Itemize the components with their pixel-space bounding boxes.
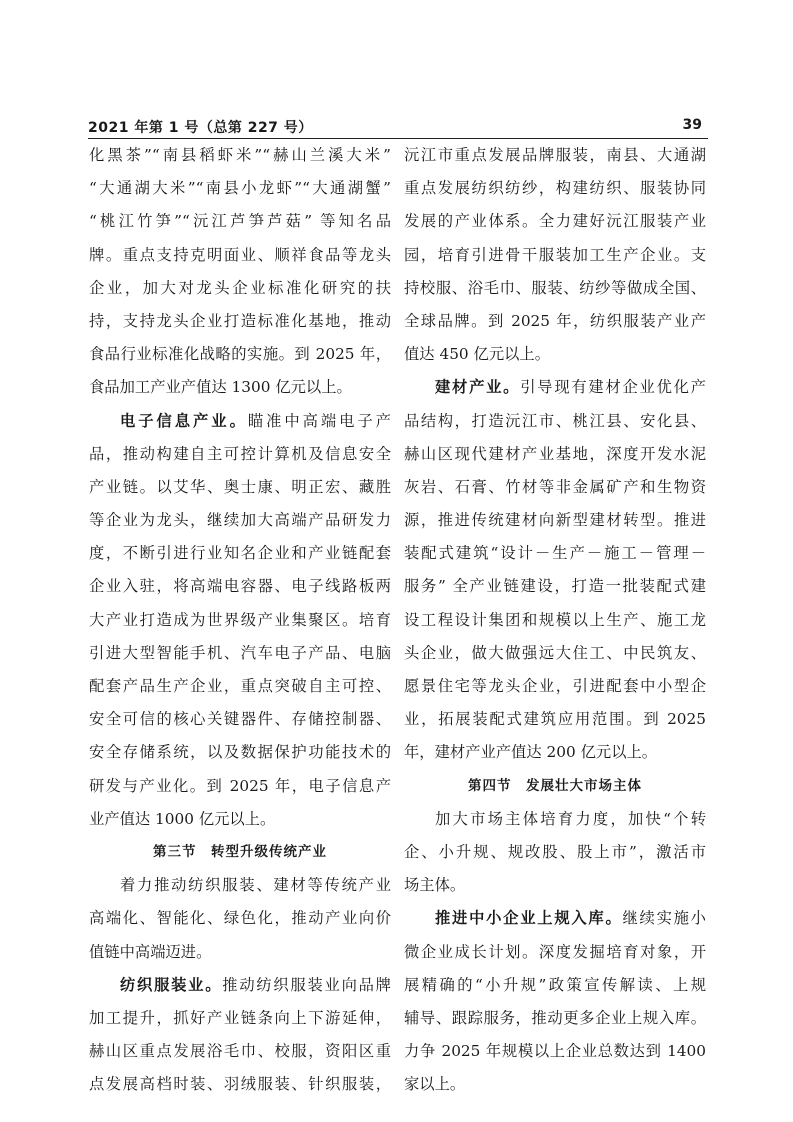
line-text: 企、小升规、规改股、股上市”，激活市	[404, 842, 706, 861]
page-number: 39	[682, 117, 702, 133]
text-line	[89, 405, 391, 438]
text-line	[404, 604, 706, 637]
line-text: 配套产品生产企业，重点突破自主可控、	[89, 677, 391, 695]
text-line	[89, 305, 391, 338]
text-line	[89, 902, 391, 935]
line-text: 产业链。以艾华、奥士康、明正宏、藏胜	[89, 477, 391, 496]
text-line	[404, 239, 706, 272]
text-line	[404, 969, 706, 1002]
text-line	[404, 570, 706, 603]
line-text: “桃江竹笋”“沅江芦笋芦菇” 等知名品	[89, 212, 391, 231]
line-text: 发展的产业体系。全力建好沅江服装产业	[404, 212, 706, 231]
text-line	[404, 405, 706, 438]
text-line	[404, 438, 706, 471]
section-heading	[89, 836, 391, 869]
text-line	[89, 637, 391, 670]
text-line	[89, 936, 391, 969]
line-text: 引导现有建材企业优化产	[520, 378, 706, 397]
text-line	[404, 139, 706, 172]
text-line	[89, 172, 391, 205]
line-text: 大产业打造成为世界级产业集聚区。培育	[89, 610, 391, 629]
line-text: 重点发展纺织纺纱，构建纺织、服装协同	[404, 179, 706, 198]
text-line	[89, 371, 391, 404]
line-text: 第四节 发展壮大市场主体	[468, 777, 642, 794]
text-line	[404, 637, 706, 670]
line-text: 园，培育引进骨干服装加工生产企业。支	[404, 245, 706, 264]
issue-label: 2021 年第 1 号（总第 227 号）	[88, 120, 313, 136]
text-line	[89, 272, 391, 305]
text-line	[404, 504, 706, 537]
line-text: 加工提升，抓好产业链条向上下游延伸，	[89, 1008, 391, 1027]
text-line	[404, 537, 706, 570]
line-text: 点发展高档时装、羽绒服装、针织服装，	[89, 1075, 391, 1094]
text-line	[89, 670, 391, 703]
right-column	[404, 139, 706, 1101]
text-line	[404, 902, 706, 935]
line-text: “大通湖大米”“南县小龙虾”“大通湖蟹”	[89, 179, 391, 198]
text-line	[89, 770, 391, 803]
line-text: 源，推进传统建材向新型建材转型。推进	[404, 511, 706, 530]
text-line	[89, 1035, 391, 1068]
line-text: 牌。重点支持克明面业、顺祥食品等龙头	[89, 245, 391, 264]
line-text: 业，拓展装配式建筑应用范围。到 2025	[404, 710, 706, 729]
text-line	[404, 869, 706, 902]
line-text: 愿景住宅等龙头企业，引进配套中小型企	[404, 677, 706, 695]
text-line	[89, 537, 391, 570]
line-text: 度，不断引进行业知名企业和产业链配套	[89, 544, 391, 563]
paragraph-lead: 电子信息产业。	[120, 411, 248, 430]
line-text: 年，建材产业产值达 200 亿元以上。	[404, 743, 658, 762]
text-line	[89, 869, 391, 902]
line-text: 研发与产业化。到 2025 年，电子信息产	[89, 776, 391, 795]
line-text: 安全可信的核心关键器件、存储控制器、	[89, 710, 391, 729]
line-text: 沅江市重点发展品牌服装，南县、大通湖	[404, 146, 706, 164]
page-header	[88, 115, 708, 139]
line-text: 化黑茶”“南县稻虾米”“赫山兰溪大米”	[89, 146, 391, 164]
line-text: 业产值达 1000 亿元以上。	[89, 809, 276, 828]
text-line	[89, 703, 391, 736]
text-line	[404, 836, 706, 869]
line-text: 品结构，打造沅江市、桃江县、安化县、	[404, 411, 706, 430]
text-line	[89, 504, 391, 537]
line-text: 推动纺织服装业向品牌	[222, 975, 391, 994]
text-line	[404, 471, 706, 504]
text-line	[404, 1035, 706, 1068]
line-text: 企业，加大对龙头企业标准化研究的扶	[89, 278, 391, 297]
text-line	[404, 172, 706, 205]
text-line	[89, 803, 391, 836]
line-text: 食品加工产业产值达 1300 亿元以上。	[89, 378, 352, 397]
text-line	[404, 803, 706, 836]
text-line	[404, 736, 706, 769]
text-line	[404, 205, 706, 238]
line-text: 头企业，做大做强远大住工、中民筑友、	[404, 643, 706, 662]
line-text: 持校服、浴毛巾、服装、纺纱等做成全国、	[404, 278, 706, 297]
text-line	[404, 1068, 706, 1101]
line-text: 安全存储系统，以及数据保护功能技术的	[89, 743, 391, 762]
line-text: 企业入驻，将高端电容器、电子线路板两	[89, 577, 391, 596]
line-text: 持，支持龙头企业打造标准化基地，推动	[89, 311, 391, 330]
text-line	[89, 604, 391, 637]
line-text: 第三节 转型升级传统产业	[153, 843, 327, 860]
line-text: 赫山区现代建材产业基地，深度开发水泥	[404, 444, 706, 463]
line-text: 等企业为龙头，继续加大高端产品研发力	[89, 511, 391, 530]
text-line	[89, 1068, 391, 1101]
line-text: 力争 2025 年规模以上企业总数达到 1400	[404, 1042, 706, 1061]
paragraph-lead: 建材产业。	[435, 378, 521, 397]
text-line	[404, 936, 706, 969]
line-text: 场主体。	[404, 876, 466, 895]
text-line	[89, 570, 391, 603]
text-line	[89, 736, 391, 769]
line-text: 值达 450 亿元以上。	[404, 345, 551, 364]
text-line	[404, 670, 706, 703]
line-text: 微企业成长计划。深度发掘培育对象，开	[404, 942, 706, 961]
line-text: 食品行业标准化战略的实施。到 2025 年，	[89, 345, 391, 364]
text-line	[404, 305, 706, 338]
text-line	[404, 371, 706, 404]
left-column	[89, 139, 391, 1101]
section-heading	[404, 770, 706, 803]
paragraph-lead: 纺织服装业。	[120, 975, 223, 994]
line-text: 引进大型智能手机、汽车电子产品、电脑	[89, 643, 391, 662]
text-line	[404, 338, 706, 371]
text-line	[89, 471, 391, 504]
line-text: 全球品牌。到 2025 年，纺织服装产业产	[404, 311, 706, 330]
line-text: 瞄准中高端电子产	[247, 411, 391, 430]
line-text: 展精确的“小升规”政策宣传解读、上规	[404, 975, 706, 994]
line-text: 家以上。	[404, 1075, 466, 1094]
line-text: 服务” 全产业链建设，打造一批装配式建	[404, 577, 706, 596]
line-text: 值链中高端迈进。	[89, 942, 212, 961]
line-text: 加大市场主体培育力度，加快“个转	[435, 809, 706, 828]
text-line	[89, 205, 391, 238]
line-text: 设工程设计集团和规模以上生产、施工龙	[404, 610, 706, 629]
text-line	[89, 438, 391, 471]
text-line	[404, 703, 706, 736]
line-text: 辅导、跟踪服务，推动更多企业上规入库。	[404, 1008, 706, 1027]
text-line	[89, 969, 391, 1002]
line-text: 着力推动纺织服装、建材等传统产业	[120, 876, 391, 895]
text-line	[89, 338, 391, 371]
line-text: 高端化、智能化、绿色化，推动产业向价	[89, 909, 391, 928]
line-text: 品，推动构建自主可控计算机及信息安全	[89, 444, 391, 463]
line-text: 装配式建筑“设计－生产－施工－管理－	[404, 544, 706, 563]
text-line	[404, 272, 706, 305]
line-text: 继续实施小	[622, 909, 706, 928]
line-text: 灰岩、石膏、竹材等非金属矿产和生物资	[404, 477, 706, 496]
text-line	[404, 1002, 706, 1035]
text-line	[89, 139, 391, 172]
line-text: 赫山区重点发展浴毛巾、校服，资阳区重	[89, 1042, 391, 1061]
text-line	[89, 239, 391, 272]
paragraph-lead: 推进中小企业上规入库。	[435, 909, 623, 928]
text-line	[89, 1002, 391, 1035]
